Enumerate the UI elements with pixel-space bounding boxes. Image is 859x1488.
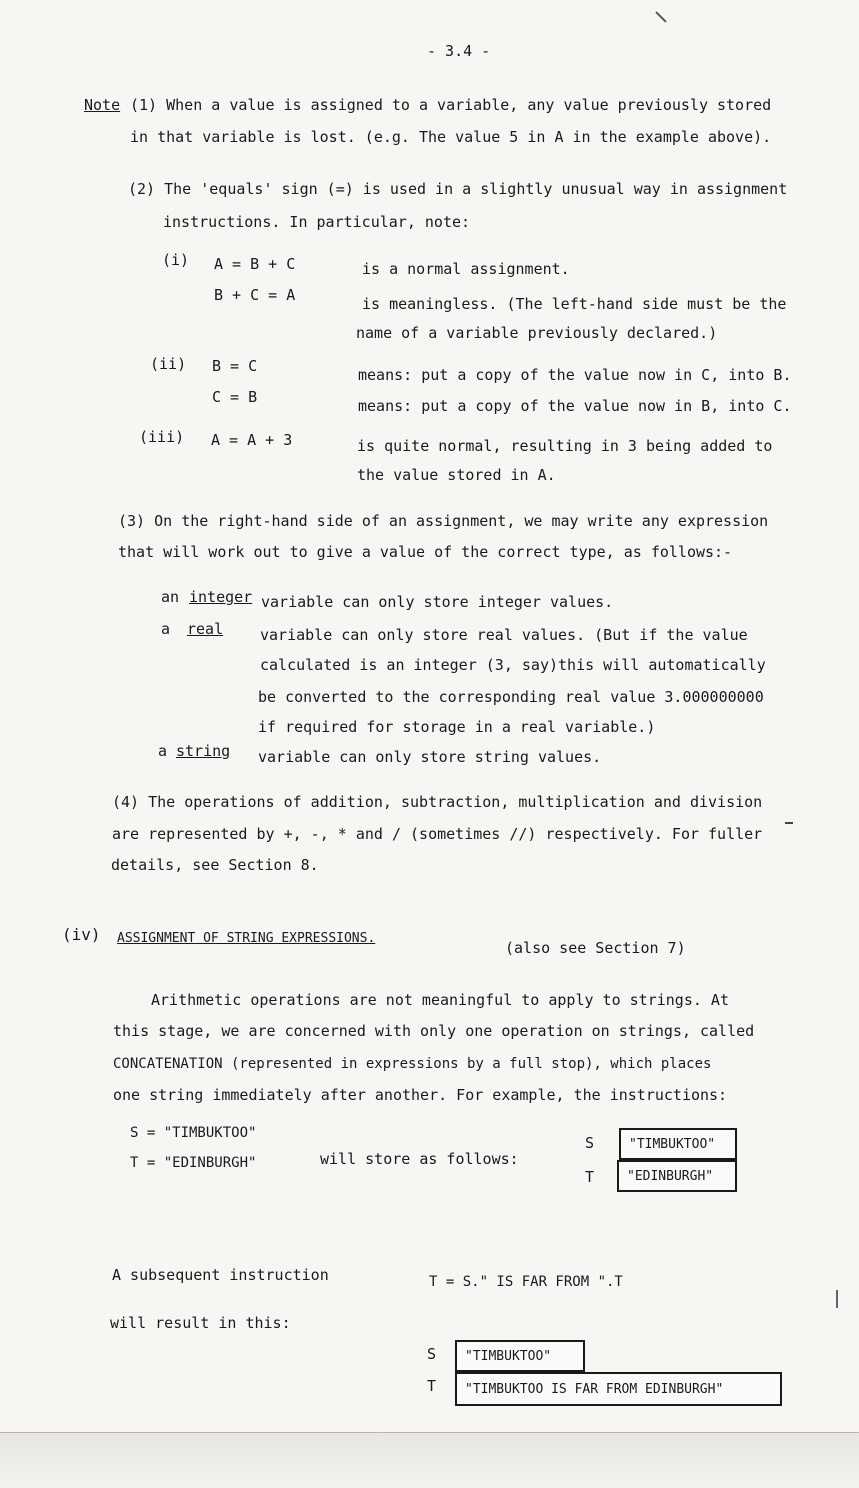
box1-s-value: "TIMBUKTOO" [629,1136,716,1152]
box1-s-cell [619,1128,737,1160]
box2-s-value: "TIMBUKTOO" [465,1348,552,1364]
note2-i-desc1: is a normal assignment. [362,260,570,278]
section-iv-para4: one string immediately after another. For example, the instructions: [113,1086,728,1104]
box1-t-label: T [585,1168,595,1186]
section-iv-para2: this stage, we are concerned with only one operation on strings, called [113,1022,755,1040]
box1-s-label: S [585,1134,595,1152]
result-text: will result in this: [110,1314,291,1332]
note2-ii-desc2: means: put a copy of the value now in B, into C. [358,397,792,415]
note3-real-rest4: if required for storage in a real variable.) [258,718,656,736]
note3-real-rest1: variable can only store real values. (But if the value [260,626,748,644]
box2-s-label: S [427,1345,437,1363]
subsequent-text: A subsequent instruction [112,1266,329,1284]
box2-t-value: "TIMBUKTOO IS FAR FROM EDINBURGH" [465,1381,724,1397]
note3-int-word: integer [189,588,253,606]
note3-real-word: real [187,620,224,638]
note2-iii-desc1: is quite normal, resulting in 3 being added to [357,437,773,455]
note3-str-word: string [176,742,231,760]
note2-ii-desc1: means: put a copy of the value now in C, into B. [358,366,792,384]
note2-i-label: (i) [162,251,190,269]
box1-t-cell [617,1160,737,1192]
note2-i-expr2: B + C = A [214,286,296,304]
box2-s-cell [455,1340,585,1372]
section-iv-para3: CONCATENATION (represented in expressions by a full stop), which places [113,1056,712,1072]
note2-line2: instructions. In particular, note: [163,213,471,231]
note4-line3: details, see Section 8. [111,856,319,874]
note3-str-prefix: a [158,742,168,760]
will-store-text: will store as follows: [320,1150,519,1168]
section-iv-label: (iv) [62,925,101,944]
section-iv-title: ASSIGNMENT OF STRING EXPRESSIONS. [117,931,376,946]
note4-line2: are represented by +, -, * and / (sometimes //) respectively. For fuller [112,825,763,843]
note3-str-rest: variable can only store string values. [258,748,602,766]
note2-ii-expr2: C = B [212,388,258,406]
note3-int-rest: variable can only store integer values. [261,593,614,611]
note3-line1: (3) On the right-hand side of an assignment, we may write any expression [118,512,769,530]
instr-s: S = "TIMBUKTOO" [130,1125,257,1141]
note2-iii-expr: A = A + 3 [211,431,293,449]
note3-real-rest3: be converted to the corresponding real value 3.000000000 [258,688,764,706]
margin-tick [836,1290,838,1308]
section-iv-para1: Arithmetic operations are not meaningful to apply to strings. At [151,991,729,1009]
note3-line2: that will work out to give a value of the correct type, as follows:- [118,543,733,561]
page-bottom-edge [0,1432,859,1488]
note4-line1: (4) The operations of addition, subtraction, multiplication and division [112,793,763,811]
note1-line1: (1) When a value is assigned to a variable, any value previously stored [130,96,772,114]
note2-i-expr1: A = B + C [214,255,296,273]
instr-t: T = "EDINBURGH" [130,1155,257,1171]
note3-int-prefix: an [161,588,180,606]
note2-ii-expr1: B = C [212,357,258,375]
note2-ii-label: (ii) [150,355,187,373]
note2-iii-label: (iii) [139,428,185,446]
note2-i-desc2a: is meaningless. (The left-hand side must be the [362,295,787,313]
note1-line2: in that variable is lost. (e.g. The value 5 in A in the example above). [130,128,772,146]
note-label: Note [84,96,121,114]
note2-iii-desc2: the value stored in A. [357,466,556,484]
box2-t-cell [455,1372,782,1406]
subsequent-instruction: T = S." IS FAR FROM ".T [429,1274,623,1290]
note2-i-desc2b: name of a variable previously declared.) [356,324,718,342]
note2-line1: (2) The 'equals' sign (=) is used in a slightly unusual way in assignment [128,180,788,198]
note3-real-rest2: calculated is an integer (3, say)this will automatically [260,656,766,674]
box2-t-label: T [427,1377,437,1395]
page-number: - 3.4 - [427,42,491,60]
section-iv-see-also: (also see Section 7) [505,939,686,957]
margin-dash [785,822,793,824]
box1-t-value: "EDINBURGH" [627,1168,714,1184]
note3-real-prefix: a [161,620,171,638]
stray-mark [655,11,666,22]
